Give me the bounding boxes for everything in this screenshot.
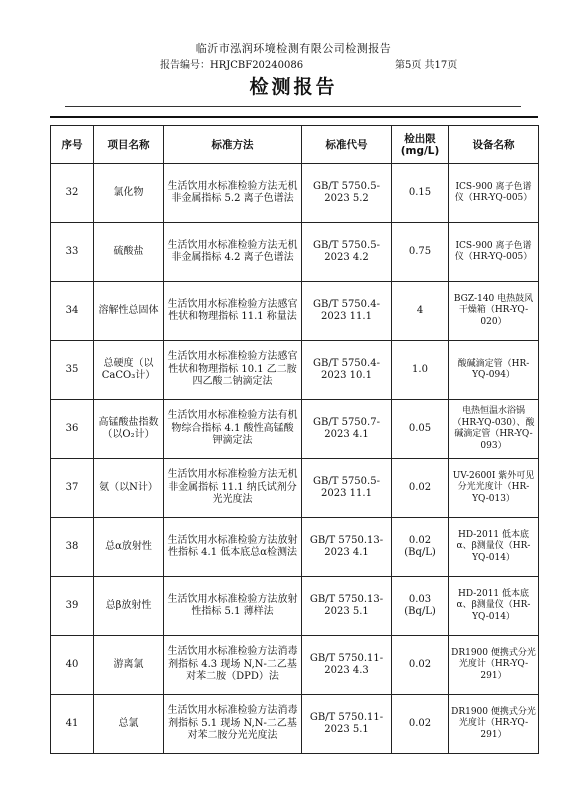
table-row bbox=[51, 164, 539, 223]
cell-method: 生活饮用水标准检验方法无机非金属指标 5.2 离子色谱法 bbox=[164, 164, 302, 223]
cell-no: 40 bbox=[51, 636, 94, 695]
test-methods-table bbox=[50, 125, 539, 754]
cell-limit: 0.02 bbox=[392, 459, 449, 518]
table-header-row bbox=[51, 126, 539, 164]
cell-equip: BGZ-140 电热鼓风干燥箱（HR-YQ-020） bbox=[449, 282, 539, 341]
col-header-method: 标准方法 bbox=[164, 126, 302, 164]
cell-code: GB/T 5750.5-2023 4.2 bbox=[302, 223, 392, 282]
cell-name: 总硬度（以CaCO₃计） bbox=[94, 341, 164, 400]
cell-limit: 4 bbox=[392, 282, 449, 341]
cell-limit: 0.02 (Bq/L) bbox=[392, 518, 449, 577]
table-row bbox=[51, 695, 539, 754]
header-divider bbox=[65, 106, 521, 107]
report-title: 检测报告 bbox=[249, 76, 338, 98]
col-header-equip: 设备名称 bbox=[449, 126, 539, 164]
col-header-no: 序号 bbox=[51, 126, 94, 164]
col-header-code: 标准代号 bbox=[302, 126, 392, 164]
cell-name: 氨（以N计） bbox=[94, 459, 164, 518]
cell-code: GB/T 5750.7-2023 4.1 bbox=[302, 400, 392, 459]
company-header: 临沂市泓润环境检测有限公司检测报告 bbox=[195, 42, 392, 55]
cell-code: GB/T 5750.4-2023 11.1 bbox=[302, 282, 392, 341]
cell-no: 34 bbox=[51, 282, 94, 341]
table-row bbox=[51, 577, 539, 636]
cell-method: 生活饮用水标准检验方法消毒剂指标 4.3 现场 N,N-二乙基对苯二胺（DPD）法 bbox=[164, 636, 302, 695]
cell-no: 39 bbox=[51, 577, 94, 636]
cell-name: 总氯 bbox=[94, 695, 164, 754]
cell-limit: 0.75 bbox=[392, 223, 449, 282]
col-header-name: 项目名称 bbox=[94, 126, 164, 164]
cell-limit: 0.15 bbox=[392, 164, 449, 223]
table-row bbox=[51, 400, 539, 459]
cell-no: 35 bbox=[51, 341, 94, 400]
cell-code: GB/T 5750.11-2023 4.3 bbox=[302, 636, 392, 695]
cell-name: 氯化物 bbox=[94, 164, 164, 223]
cell-limit: 0.05 bbox=[392, 400, 449, 459]
cell-limit: 0.02 bbox=[392, 636, 449, 695]
cell-name: 溶解性总固体 bbox=[94, 282, 164, 341]
cell-method: 生活饮用水标准检验方法感官性状和物理指标 10.1 乙二胺四乙酸二钠滴定法 bbox=[164, 341, 302, 400]
col-header-limit: 检出限(mg/L) bbox=[392, 126, 449, 164]
cell-code: GB/T 5750.13-2023 4.1 bbox=[302, 518, 392, 577]
cell-no: 36 bbox=[51, 400, 94, 459]
cell-method: 生活饮用水标准检验方法放射性指标 4.1 低本底总α检测法 bbox=[164, 518, 302, 577]
cell-code: GB/T 5750.5-2023 5.2 bbox=[302, 164, 392, 223]
cell-method: 生活饮用水标准检验方法无机非金属指标 11.1 纳氏试剂分光光度法 bbox=[164, 459, 302, 518]
cell-equip: HD-2011 低本底α、β测量仪（HR-YQ-014） bbox=[449, 518, 539, 577]
cell-no: 33 bbox=[51, 223, 94, 282]
table-row bbox=[51, 282, 539, 341]
cell-name: 总β放射性 bbox=[94, 577, 164, 636]
cell-equip: HD-2011 低本底α、β测量仪（HR-YQ-014） bbox=[449, 577, 539, 636]
cell-equip: ICS-900 离子色谱仪（HR-YQ-005） bbox=[449, 164, 539, 223]
cell-code: GB/T 5750.13-2023 5.1 bbox=[302, 577, 392, 636]
cell-limit: 0.03 (Bq/L) bbox=[392, 577, 449, 636]
cell-limit: 1.0 bbox=[392, 341, 449, 400]
cell-method: 生活饮用水标准检验方法无机非金属指标 4.2 离子色谱法 bbox=[164, 223, 302, 282]
cell-no: 41 bbox=[51, 695, 94, 754]
cell-method: 生活饮用水标准检验方法感官性状和物理指标 11.1 称量法 bbox=[164, 282, 302, 341]
table-top-rule bbox=[50, 116, 538, 118]
cell-equip: 电热恒温水浴锅（HR-YQ-030）、酸碱滴定管（HR-YQ-093） bbox=[449, 400, 539, 459]
cell-method: 生活饮用水标准检验方法消毒剂指标 5.1 现场 N,N-二乙基对苯二胺分光光度法 bbox=[164, 695, 302, 754]
cell-equip: UV-2600I 紫外可见分光光度计（HR-YQ-013） bbox=[449, 459, 539, 518]
cell-name: 游离氯 bbox=[94, 636, 164, 695]
page-number: 第5页 共17页 bbox=[395, 60, 458, 71]
cell-equip: DR1900 便携式分光光度计（HR-YQ-291） bbox=[449, 636, 539, 695]
cell-no: 37 bbox=[51, 459, 94, 518]
cell-no: 38 bbox=[51, 518, 94, 577]
cell-method: 生活饮用水标准检验方法有机物综合指标 4.1 酸性高锰酸钾滴定法 bbox=[164, 400, 302, 459]
cell-equip: DR1900 便携式分光光度计（HR-YQ-291） bbox=[449, 695, 539, 754]
cell-no: 32 bbox=[51, 164, 94, 223]
cell-code: GB/T 5750.5-2023 11.1 bbox=[302, 459, 392, 518]
report-number: 报告编号：HRJCBF20240086 bbox=[160, 60, 304, 71]
cell-code: GB/T 5750.4-2023 10.1 bbox=[302, 341, 392, 400]
table-row bbox=[51, 341, 539, 400]
cell-name: 总α放射性 bbox=[94, 518, 164, 577]
cell-name: 硫酸盐 bbox=[94, 223, 164, 282]
cell-code: GB/T 5750.11-2023 5.1 bbox=[302, 695, 392, 754]
cell-equip: ICS-900 离子色谱仪（HR-YQ-005） bbox=[449, 223, 539, 282]
cell-method: 生活饮用水标准检验方法放射性指标 5.1 薄样法 bbox=[164, 577, 302, 636]
cell-limit: 0.02 bbox=[392, 695, 449, 754]
cell-name: 高锰酸盐指数（以O₂计） bbox=[94, 400, 164, 459]
table-row bbox=[51, 518, 539, 577]
table-row bbox=[51, 223, 539, 282]
cell-equip: 酸碱滴定管（HR-YQ-094） bbox=[449, 341, 539, 400]
table-row bbox=[51, 636, 539, 695]
table-row bbox=[51, 459, 539, 518]
report-meta bbox=[0, 56, 587, 70]
